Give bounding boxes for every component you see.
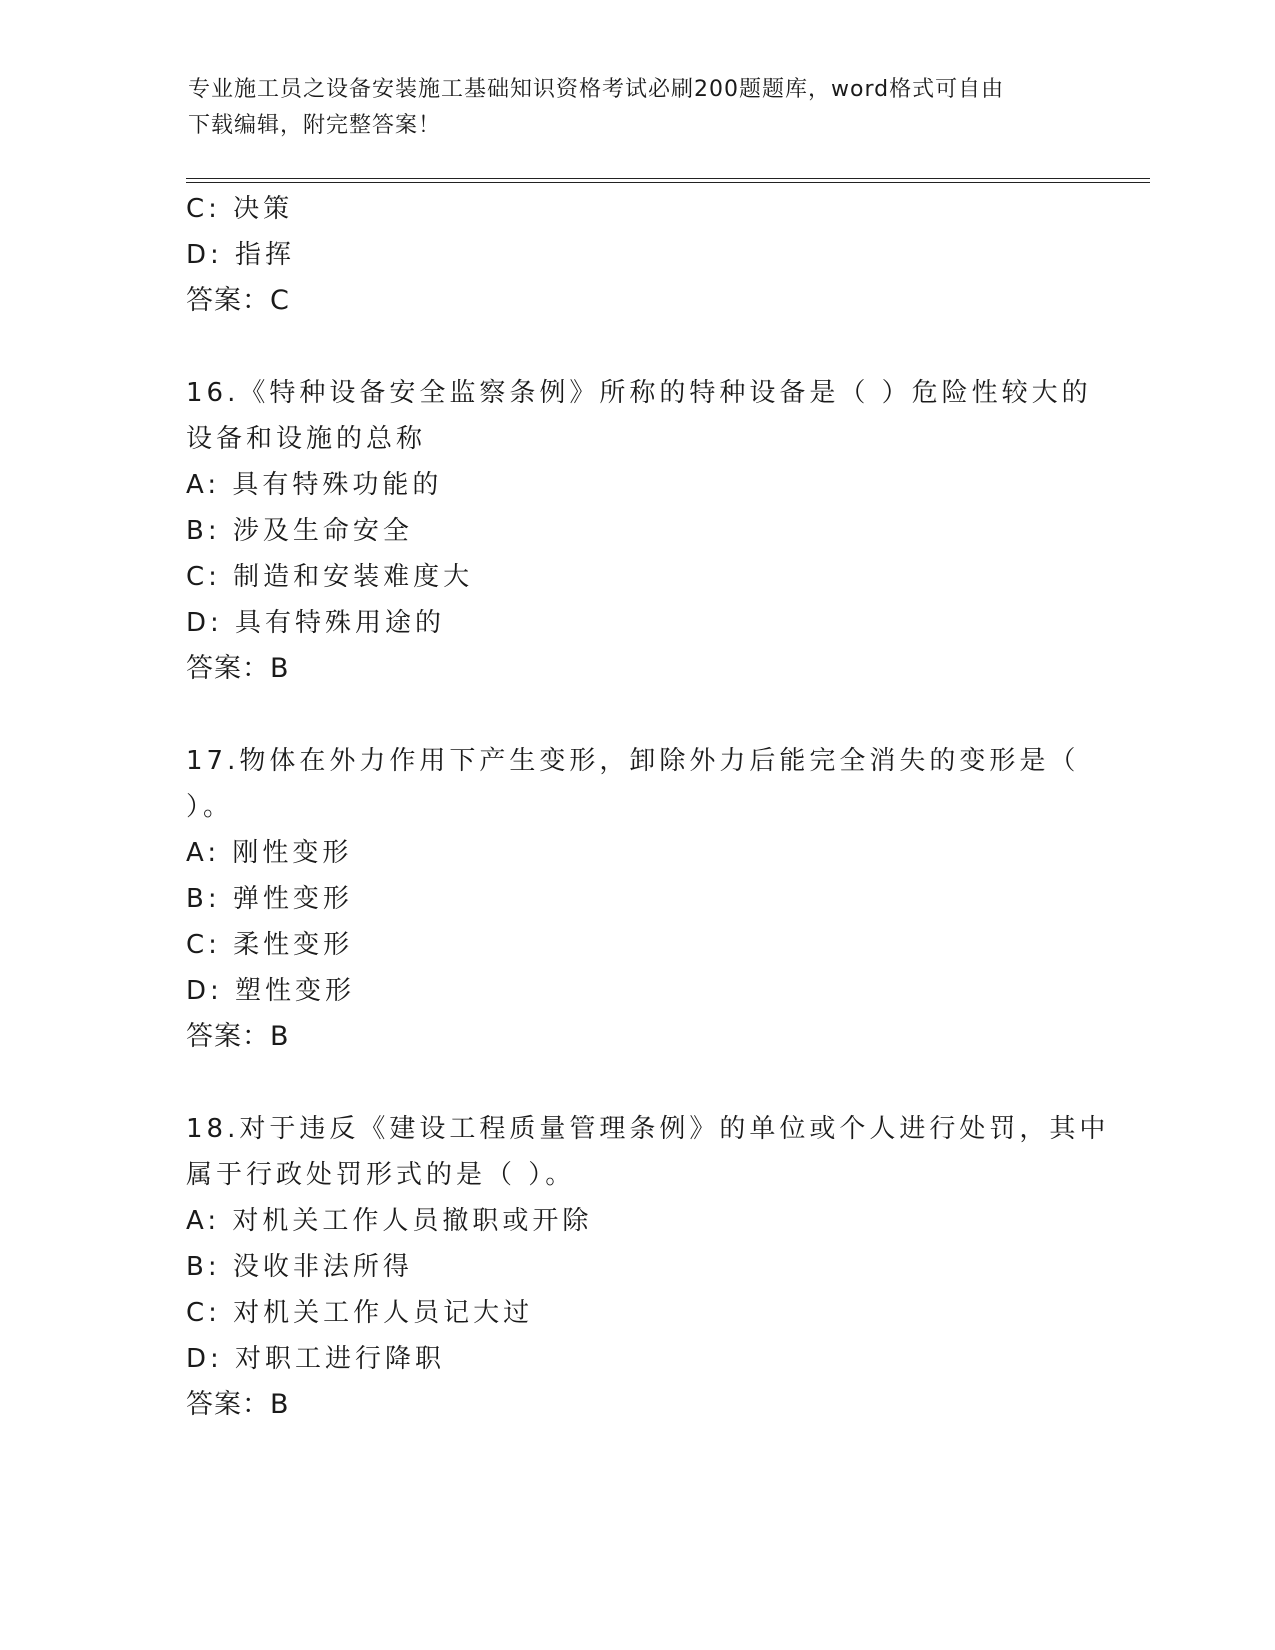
header-title-line-1: 专业施工员之设备安装施工基础知识资格考试必刷200题题库，word格式可自由	[188, 77, 1005, 102]
option-d: D: 具有特殊用途的	[186, 608, 446, 638]
question-stem-line-1: 17.物体在外力作用下产生变形，卸除外力后能完全消失的变形是（	[186, 746, 1080, 776]
question-stem-line-2: 属于行政处罚形式的是（ ）。	[186, 1160, 576, 1190]
option-b: B: 涉及生命安全	[186, 516, 413, 546]
option-d: D: 塑性变形	[186, 976, 356, 1006]
answer: 答案：B	[186, 1021, 290, 1052]
spacer	[186, 1060, 1096, 1106]
spacer	[186, 324, 1096, 370]
question-16	[186, 370, 1096, 692]
option-b: B: 没收非法所得	[186, 1252, 413, 1282]
answer: 答案：B	[186, 1389, 290, 1420]
spacer	[186, 692, 1096, 738]
option-c: C: 柔性变形	[186, 930, 354, 960]
answer: 答案：C	[186, 285, 290, 316]
question-stem-line-2: 设备和设施的总称	[186, 424, 427, 454]
option-c: C: 制造和安装难度大	[186, 562, 474, 592]
option-a: A: 刚性变形	[186, 838, 353, 868]
option-b: B: 弹性变形	[186, 884, 353, 914]
header-divider-top	[186, 178, 1150, 179]
answer: 答案：B	[186, 653, 290, 684]
option-d: D: 对职工进行降职	[186, 1344, 446, 1374]
question-18	[186, 1106, 1110, 1428]
option-c: C: 对机关工作人员记大过	[186, 1298, 534, 1328]
option-c: C: 决策	[186, 194, 294, 224]
option-a: A: 对机关工作人员撤职或开除	[186, 1206, 593, 1236]
question-content	[186, 186, 1110, 1428]
option-a: A: 具有特殊功能的	[186, 470, 443, 500]
question-17	[186, 738, 1096, 1060]
question-15-tail	[186, 186, 1096, 324]
question-stem-line-2: ）。	[186, 792, 234, 822]
header-title-line-2: 下载编辑，附完整答案！	[188, 113, 442, 138]
question-stem-line-1: 18.对于违反《建设工程质量管理条例》的单位或个人进行处罚，其中	[186, 1114, 1110, 1144]
question-stem-line-1: 16.《特种设备安全监察条例》所称的特种设备是（ ）危险性较大的	[186, 378, 1092, 408]
header-divider-bottom	[186, 182, 1150, 183]
document-header	[188, 72, 1088, 144]
option-d: D: 指挥	[186, 240, 296, 270]
